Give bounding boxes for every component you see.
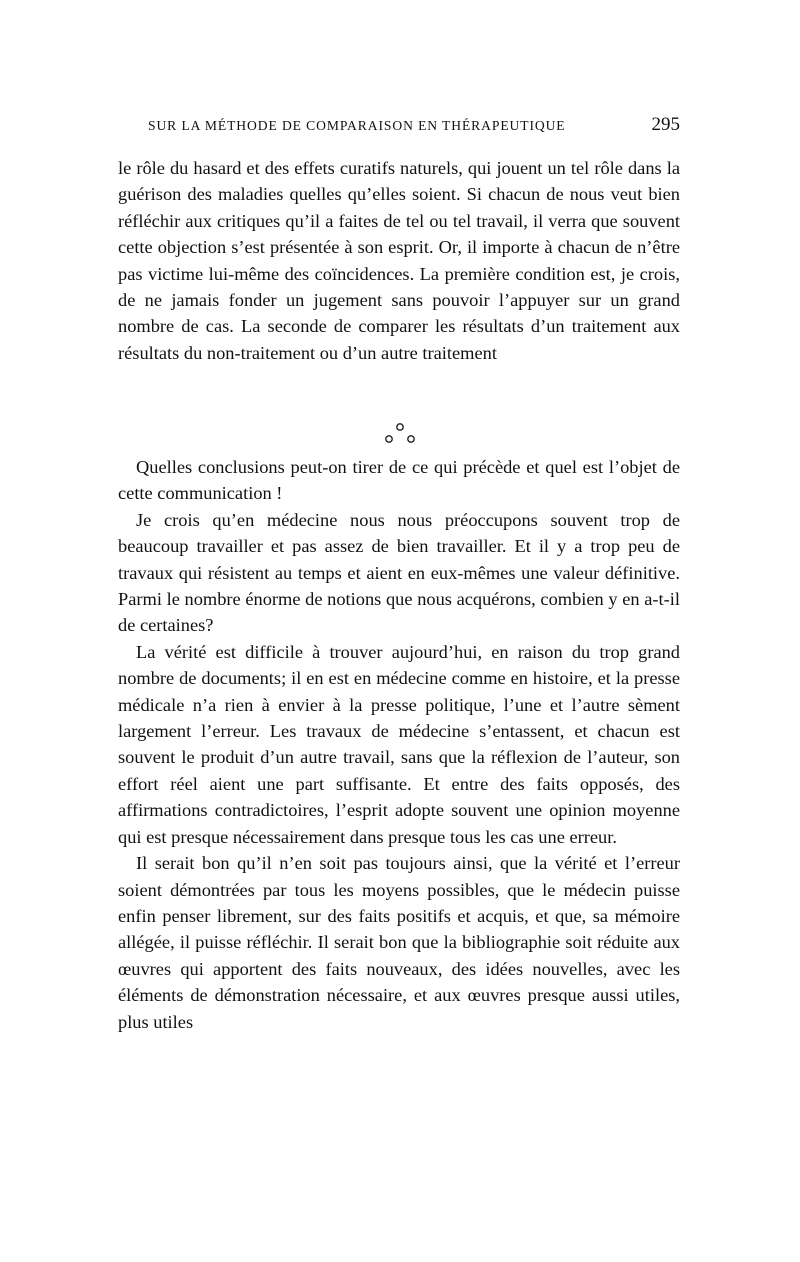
paragraph: Quelles conclusions peut-on tirer de ce qui précède et quel est l’objet de cette communication ! (118, 457, 680, 504)
paragraph: le rôle du hasard et des effets curatifs naturels, qui jouent un tel rôle dans la guérison des maladies quelles qu’elles soient. Si chacun de nous veut bien réfléchir aux critiques qu’il a faites de tel ou tel travail, il verra que souvent cette objection s’est présentée à son esprit. Or, il importe à chacun de n’être pas victime lui-même des coïncidences. La première condition est, je crois, de ne jamais fonder un jugement sans pouvoir l’appuyer sur un grand nombre de cas. La seconde de comparer les résultats d’un traitement aux résultats du non-traitement ou d’un autre traitement (118, 158, 680, 363)
page-header (148, 114, 680, 138)
text-block-before-break (118, 155, 680, 366)
text-block-after-break (118, 454, 680, 1035)
page-number: 295 (651, 114, 680, 135)
paragraph: La vérité est difficile à trouver aujourd’hui, en raison du trop grand nombre de documents; il en est en médecine comme en histoire, et la presse médicale n’a rien à envier à la presse politique, l’une et l’autre sèment largement l’erreur. Les travaux de médecine s’entassent, et chacun est souvent le produit d’un autre travail, sans que la réflexion de l’auteur, son effort réel aient une part suffisante. Et entre des faits opposés, des affirmations contradictoires, l’esprit adopte souvent une opinion moyenne qui est presque nécessairement dans presque tous les cas une erreur. (118, 641, 680, 847)
running-head: SUR LA MÉTHODE DE COMPARAISON EN THÉRAPEUTIQUE (148, 118, 566, 133)
three-circles-asterism-icon (375, 418, 425, 448)
paragraph: Je crois qu’en médecine nous nous préoccupons souvent trop de beaucoup travailler et pas assez de bien travailler. Et il y a trop peu de travaux qui résistent au temps et aient en eux-mêmes une valeur définitive. Parmi le nombre énorme de notions que nous acquérons, combien y en a-t-il de certaines? (118, 509, 680, 636)
paragraph: Il serait bon qu’il n’en soit pas toujours ainsi, que la vérité et l’erreur soient démontrées par tous les moyens possibles, que le médecin puisse enfin penser librement, sur des faits positifs et acquis, et que, sa mémoire allégée, il puisse réfléchir. Il serait bon que la bibliographie soit réduite aux œuvres qui apportent des faits nouveaux, des idées nouvelles, avec les éléments de démonstration nécessaire, et aux œuvres presque aussi utiles, plus utiles (118, 853, 680, 1032)
